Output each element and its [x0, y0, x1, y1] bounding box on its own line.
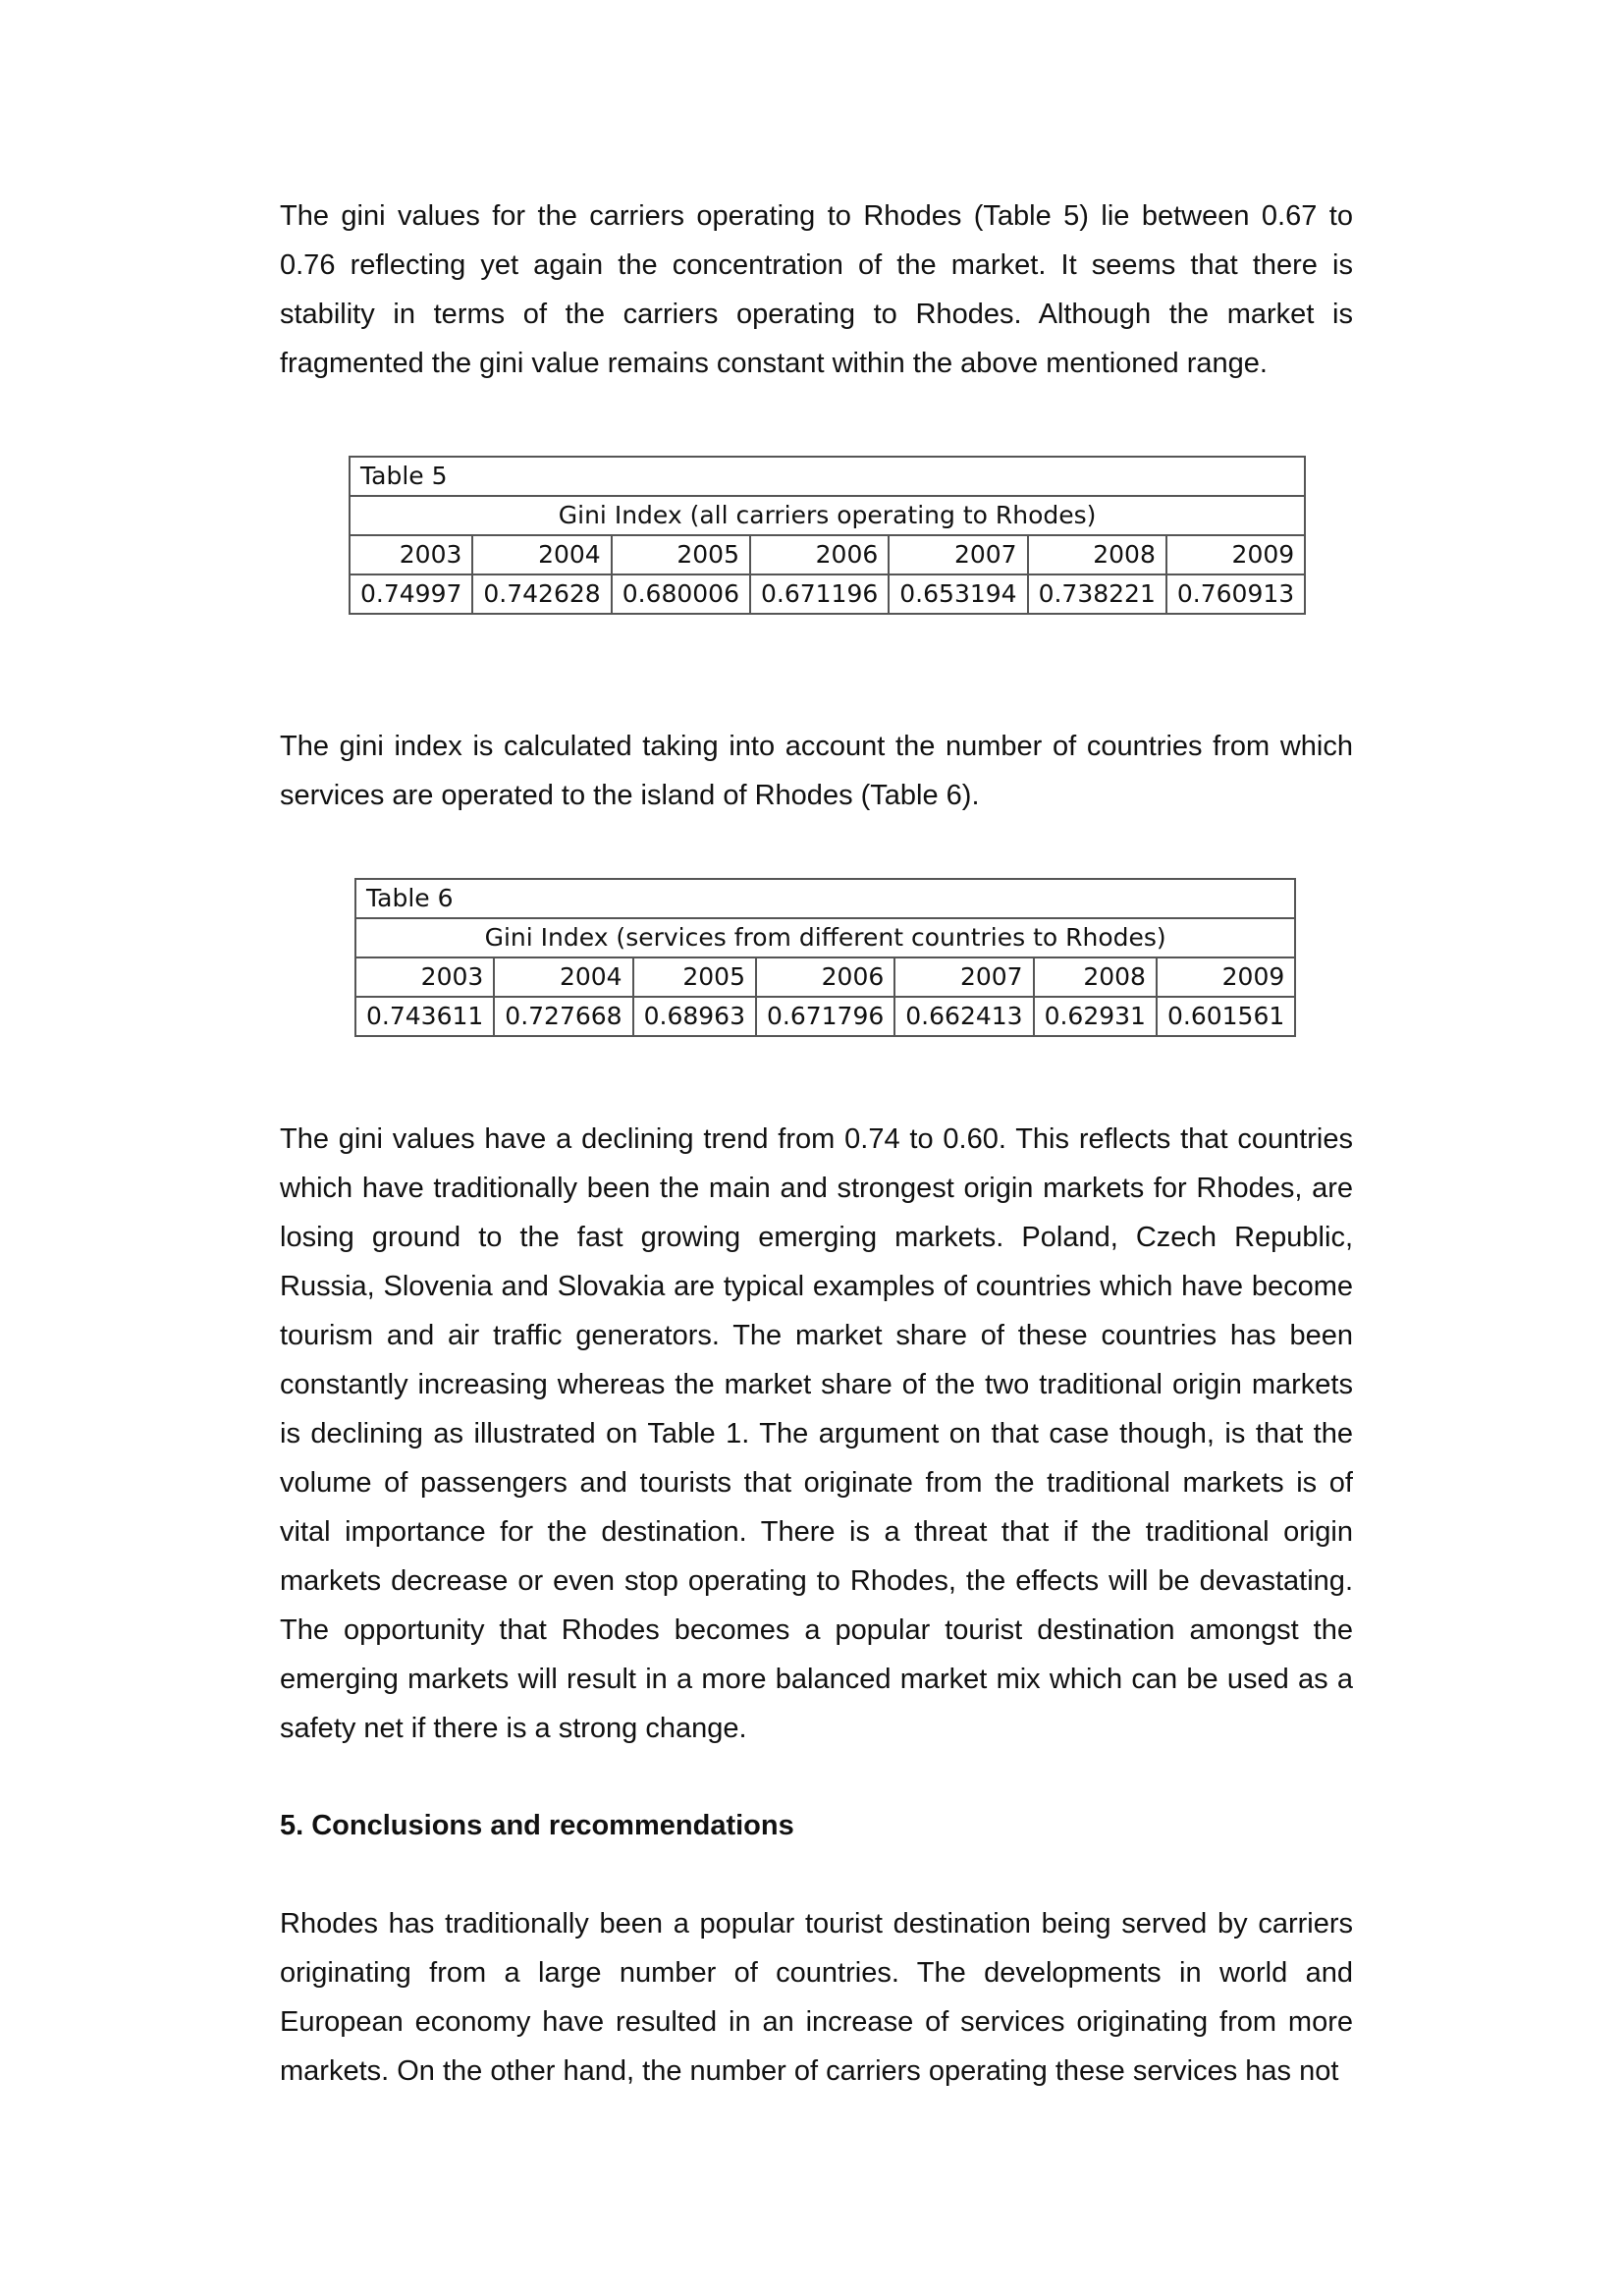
table-6-value: 0.671796 [756, 997, 894, 1036]
table-5-year: 2004 [472, 535, 611, 574]
section-heading: 5. Conclusions and recommendations [280, 1810, 794, 1841]
table-5-value: 0.760913 [1166, 574, 1305, 614]
table-6-year: 2008 [1034, 957, 1157, 997]
table-6-year: 2009 [1157, 957, 1295, 997]
table-5-year: 2008 [1028, 535, 1166, 574]
table-5-value: 0.680006 [612, 574, 750, 614]
table-5-value: 0.742628 [472, 574, 611, 614]
table-5-year: 2007 [889, 535, 1027, 574]
table-5-value: 0.653194 [889, 574, 1027, 614]
table-6-year: 2007 [894, 957, 1033, 997]
table-5-caption: Table 5 [350, 457, 1305, 496]
table-5-year: 2009 [1166, 535, 1305, 574]
table-6-year: 2006 [756, 957, 894, 997]
table-6-value: 0.743611 [355, 997, 494, 1036]
table-5-year: 2006 [750, 535, 889, 574]
table-6-year: 2003 [355, 957, 494, 997]
table-6-year: 2004 [494, 957, 632, 997]
table-6-year: 2005 [633, 957, 756, 997]
table-5-year: 2003 [350, 535, 472, 574]
table-5-value: 0.671196 [750, 574, 889, 614]
table-6-caption: Table 6 [355, 879, 1295, 918]
table-5-year-row [350, 535, 1305, 574]
table-5 [349, 456, 1306, 615]
table-6-value: 0.601561 [1157, 997, 1295, 1036]
table-6-value: 0.62931 [1034, 997, 1157, 1036]
paragraph-declining-trend: The gini values have a declining trend from 0.74 to 0.60. This reflects that countries which have traditionally been the main and strongest origin markets for Rhodes, are losing ground to the fast growing emerging markets. Poland, Czech Republic, Russia, Slovenia and Slovakia are typical examples of countries which have become tourism and air traffic generators. The market share of these countries has been constantly increasing whereas the market share of the two traditional origin markets is declining as illustrated on Table 1. The argument on that case though, is that the volume of passengers and tourists that originate from the traditional markets is of vital importance for the destination. There is a threat that if the traditional origin markets decrease or even stop operating to Rhodes, the effects will be devastating. The opportunity that Rhodes becomes a popular tourist destination amongst the emerging markets will result in a more balanced market mix which can be used as a safety net if there is a strong change. [280, 1123, 1353, 1744]
table-5-year: 2005 [612, 535, 750, 574]
table-6 [354, 878, 1296, 1037]
paragraph-conclusions: Rhodes has traditionally been a popular tourist destination being served by carriers originating from a large number of countries. The developments in world and European economy have resulted in an increase of services originating from more markets. On the other hand, the number of carriers operating these services has not [280, 1908, 1353, 2087]
table-5-title: Gini Index (all carriers operating to Rhodes) [350, 496, 1305, 535]
table-6-value-row [355, 997, 1295, 1036]
table-5-value: 0.74997 [350, 574, 472, 614]
table-5-value: 0.738221 [1028, 574, 1166, 614]
paragraph-gini-countries: The gini index is calculated taking into account the number of countries from which services are operated to the island of Rhodes (Table 6). [280, 731, 1353, 811]
table-5-value-row [350, 574, 1305, 614]
paragraph-gini-carriers: The gini values for the carriers operating to Rhodes (Table 5) lie between 0.67 to 0.76 reflecting yet again the concentration of the market. It seems that there is stability in terms of the carriers operating to Rhodes. Although the market is fragmented the gini value remains constant within the above mentioned range. [280, 200, 1353, 379]
table-6-value: 0.68963 [633, 997, 756, 1036]
table-6-value: 0.662413 [894, 997, 1033, 1036]
table-6-value: 0.727668 [494, 997, 632, 1036]
table-6-title: Gini Index (services from different countries to Rhodes) [355, 918, 1295, 957]
table-6-year-row [355, 957, 1295, 997]
